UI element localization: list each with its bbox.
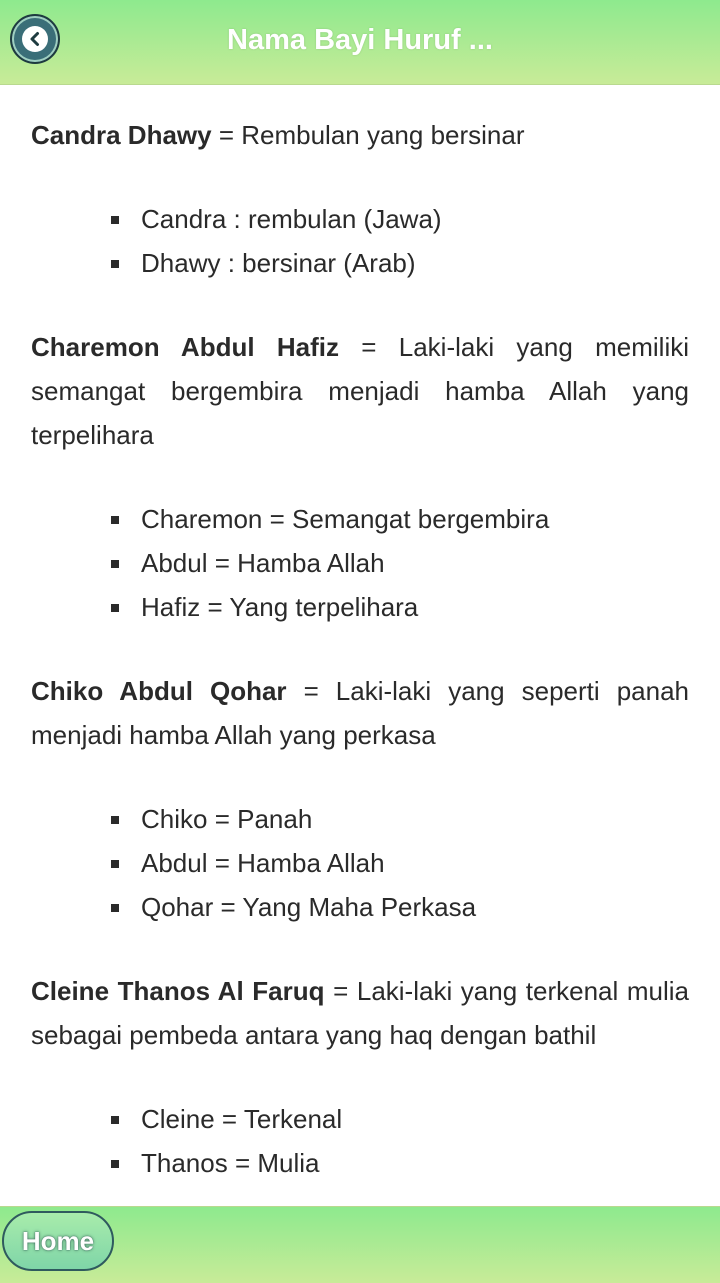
page-title: Nama Bayi Huruf ... [227,24,493,56]
name-entry [0,325,720,669]
baby-name: Candra Dhawy [31,120,212,150]
name-meaning: = Laki-laki yang terkenal mulia sebagai pembeda antara yang haq dengan bathil [31,976,689,1050]
list-item: Candra : rembulan (Jawa) [111,197,689,241]
name-parts-list [31,757,689,969]
name-meaning: = Laki-laki yang seperti panah menjadi hamba Allah yang perkasa [31,676,689,750]
top-app-bar [0,0,720,85]
name-definition [31,969,689,1057]
home-button[interactable]: Home [2,1211,114,1271]
name-meaning: = Laki-laki yang memiliki semangat bergembira menjadi hamba Allah yang terpelihara [31,332,689,450]
list-item: Charemon = Semangat bergembira [111,497,689,541]
name-entry [0,669,720,969]
baby-name: Cleine Thanos Al Faruq [31,976,325,1006]
list-item: Abdul = Hamba Allah [111,541,689,585]
name-definition [31,669,689,757]
name-meaning: = Rembulan yang bersinar [211,120,525,150]
name-definition [31,325,689,457]
name-entry [0,85,720,325]
article-content[interactable] [0,85,720,1206]
list-item: Hafiz = Yang terpelihara [111,585,689,629]
back-button[interactable] [10,14,60,64]
name-entry [0,969,720,1206]
bottom-bar [0,1206,720,1283]
list-item: Cleine = Terkenal [111,1097,689,1141]
list-item: Chiko = Panah [111,797,689,841]
list-item: Thanos = Mulia [111,1141,689,1185]
name-parts-list [31,1057,689,1206]
list-item: Dhawy : bersinar (Arab) [111,241,689,285]
name-parts-list [31,457,689,669]
chevron-left-icon [22,26,48,52]
list-item: Qohar = Yang Maha Perkasa [111,885,689,929]
name-parts-list [31,157,689,325]
baby-name: Chiko Abdul Qohar [31,676,287,706]
list-item: Abdul = Hamba Allah [111,841,689,885]
baby-name: Charemon Abdul Hafiz [31,332,339,362]
name-definition [31,85,689,157]
